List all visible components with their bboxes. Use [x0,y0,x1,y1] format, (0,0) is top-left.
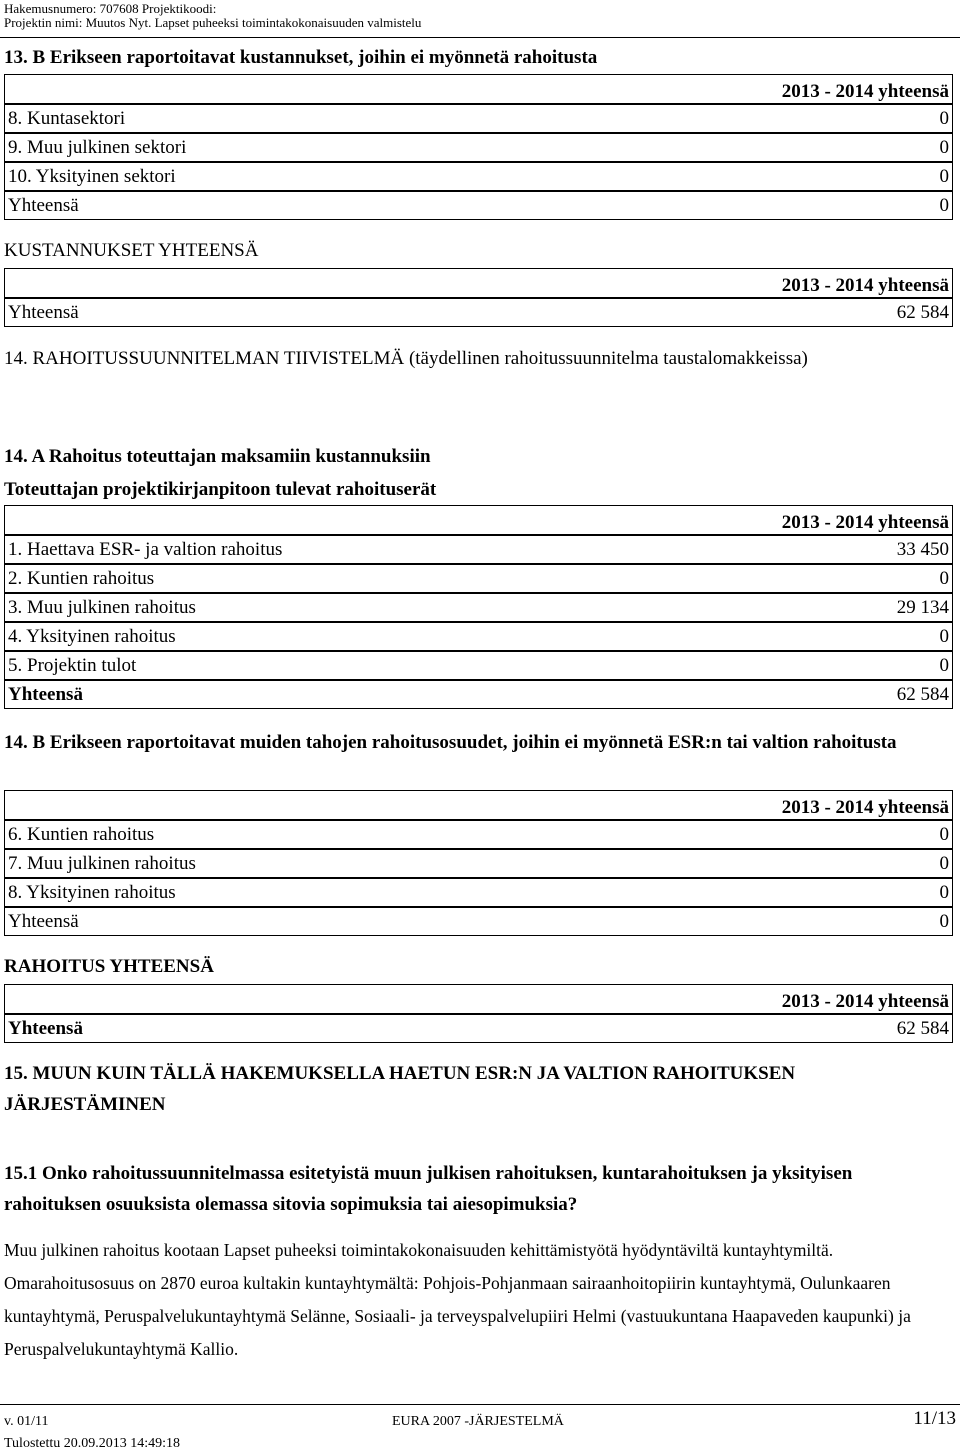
table-row [4,133,953,162]
row-value: 0 [939,881,949,903]
column-header [4,984,953,1014]
row-value: 0 [939,852,949,874]
row-label: Yhteensä [8,1017,83,1039]
header-rule [0,37,960,38]
row-value: 0 [939,910,949,932]
row-value: 0 [939,194,949,216]
row-label: 10. Yksityinen sektori [8,165,176,187]
row-label: 7. Muu julkinen rahoitus [8,852,196,874]
row-label: 5. Projektin tulot [8,654,137,676]
table-row [4,564,953,593]
table-14a [4,505,953,709]
row-label: 3. Muu julkinen rahoitus [8,596,196,618]
row-label: Yhteensä [8,683,83,705]
table-row [4,849,953,878]
section-13b-title: 13. B Erikseen raportoitavat kustannukset, joihin ei myönnetä rahoitusta [4,47,598,68]
header-line-2: Projektin nimi: Muutos Nyt. Lapset puheeksi toimintakokonaisuuden valmistelu [4,15,422,30]
row-label: 2. Kuntien rahoitus [8,567,155,589]
row-value: 62 584 [896,301,949,323]
column-header-label: 2013 - 2014 yhteensä [781,275,949,296]
row-value: 0 [939,823,949,845]
row-label: 1. Haettava ESR- ja valtion rahoitus [8,538,283,560]
header-line-1: Hakemusnumero: 707608 Projektikoodi: [4,1,217,16]
footer-rule [0,1404,960,1405]
section-14b-title: 14. B Erikseen raportoitavat muiden tahojen rahoitusosuudet, joihin ei myönnetä ESR:n tai valtion rahoitusta [4,732,897,753]
section-14a-subtitle: Toteuttajan projektikirjanpitoon tulevat rahoituserät [4,479,437,500]
row-value: 29 134 [896,596,949,618]
row-value: 0 [939,136,949,158]
row-label: Yhteensä [8,910,79,932]
row-value: 0 [939,625,949,647]
row-value: 33 450 [896,538,949,560]
row-label: 4. Yksityinen rahoitus [8,625,176,647]
column-header-label: 2013 - 2014 yhteensä [781,991,949,1012]
table-row [4,104,953,133]
column-header [4,268,953,298]
section-14a-title: 14. A Rahoitus toteuttajan maksamiin kustannuksiin [4,446,431,467]
row-value: 0 [939,107,949,129]
column-header [4,505,953,535]
row-value: 62 584 [896,1017,949,1039]
kustannukset-title: KUSTANNUKSET YHTEENSÄ [4,240,259,261]
column-header-label: 2013 - 2014 yhteensä [781,797,949,818]
table-row [4,1014,953,1043]
row-value: 0 [939,654,949,676]
section-15-1-answer: Muu julkinen rahoitus kootaan Lapset puheeksi toimintakokonaisuuden kehittämistyötä hyödyntäviltä kuntayhtymiltä. Omarahoitusosuus on 2870 euroa kultakin kuntayhtymältä: Pohjois-Pohjanmaan sairaanhoitopiirin kuntayhtymä, Oulunkaaren kuntayhtymä, Peruspalvelukuntayhtymä Selänne, Sosiaali- ja terveyspalvelupiiri Helmi (vastuukuntana Haapaveden kaupunki) ja Peruspalvelukuntayhtymä Kallio. [4,1240,911,1359]
column-header [4,790,953,820]
row-label: Yhteensä [8,194,79,216]
table-row [4,907,953,936]
table-row [4,191,953,220]
table-13b [4,74,953,220]
column-header-label: 2013 - 2014 yhteensä [781,81,949,102]
table-row [4,820,953,849]
row-label: Yhteensä [8,301,79,323]
row-value: 0 [939,567,949,589]
row-value: 0 [939,165,949,187]
row-label: 8. Yksityinen rahoitus [8,881,176,903]
footer-system: EURA 2007 -JÄRJESTELMÄ [392,1414,564,1429]
section-15-title: 15. MUUN KUIN TÄLLÄ HAKEMUKSELLA HAETUN ESR:N JA VALTION RAHOITUKSEN JÄRJESTÄMINEN [4,1063,796,1115]
table-14b [4,790,953,936]
row-label: 9. Muu julkinen sektori [8,136,187,158]
table-row [4,593,953,622]
table-kustannukset [4,268,953,327]
table-row [4,651,953,680]
table-row [4,878,953,907]
table-row [4,298,953,327]
table-row [4,535,953,564]
footer-printed: Tulostettu 20.09.2013 14:49:18 [4,1436,181,1451]
table-row [4,162,953,191]
footer-version: v. 01/11 [4,1414,49,1429]
table-row [4,680,953,709]
rahoitus-title: RAHOITUS YHTEENSÄ [4,956,214,977]
section-14-title: 14. RAHOITUSSUUNNITELMAN TIIVISTELMÄ (täydellinen rahoitussuunnitelma taustalomakkeissa) [4,348,808,369]
row-label: 6. Kuntien rahoitus [8,823,155,845]
column-header [4,74,953,104]
section-15-1-question: 15.1 Onko rahoitussuunnitelmassa esitetyistä muun julkisen rahoituksen, kuntarahoituksen ja yksityisen rahoituksen osuuksista olemassa sitovia sopimuksia tai aiesopimuksia? [4,1163,853,1215]
footer-page-number: 11/13 [913,1408,956,1429]
row-label: 8. Kuntasektori [8,107,126,129]
column-header-label: 2013 - 2014 yhteensä [781,512,949,533]
table-row [4,622,953,651]
row-value: 62 584 [896,683,949,705]
table-rahoitus [4,984,953,1043]
